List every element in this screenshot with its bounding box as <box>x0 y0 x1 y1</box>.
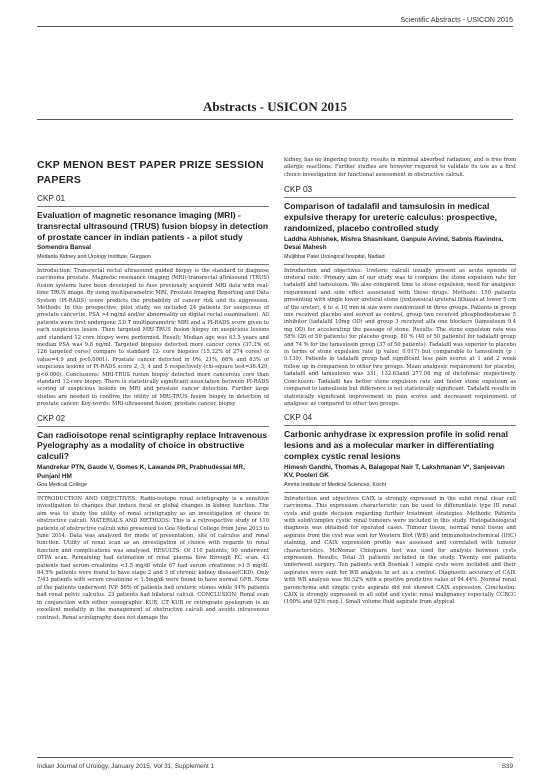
divider <box>284 197 516 198</box>
header-rule <box>37 26 513 27</box>
abstract-ckp01 <box>37 194 269 409</box>
abstract-body: Introduction and objectives: Ureteric calculi usually present as acute episode of ureteral colic. Primary aim of our study was to compare the stone expulsion rate for tadalafil and tamsulosin. We also compared time to stone expulsion, need for analgesic requirement and side effect associated with these drugs. Methods: 150 patients presenting with single lower ureteral stone (juxtavesical ureteral lithiasis at lower 5 cm of the ureter), 4 to ≤ 10 mm in size were randomized in three groups. Patients in group one received placebo and served as control, group two received phosphodiesterase 5 inhibitor (tadalafil 10mg OD) and group 3 received alfa one blockers (tamsulosin 0.4 mg OD) for accelerating the passage of stone. Results: The stone expulsion rate was 58% (26 of 50 patients) for placebo group, 80 % (40 of 50 patients) for tadalafil group and 74 % for the tamsulosin group (37 of 50 patients). Tadalafil was superior to placebo in terms of stone expulsion rate (p value: 0.017) but comparable to tamsulosin (p : 0.139). Patients in tadalafil group had significant less pain scores at 1 and 2 week follow up in comparison to other two groups. Mean analgesic requirement for placebo, tadalafil and tamsulosin was 331, 132.63and 277.08 mg of diclofenac respectively. Conclusion: Tadalafil has better stone expulsion rate and faster stone expulsion as compared to tamsulosin but difference is not statistically significant. Tadalafil results in statistically significant improvement in pain scores and decreased requirement of analgesic as compared to other two groups. <box>284 267 516 407</box>
footer-rule <box>37 757 513 758</box>
abstract-affiliation: Muljibhai Patel Urological hospital, Nadiad <box>284 253 385 260</box>
divider <box>37 426 269 427</box>
page-footer <box>37 763 513 770</box>
abstract-affiliation: Goa Medical College <box>37 482 88 488</box>
abstract-body: INTRODUCTION AND OBJECTIVES: Radio-isotope renal scintigraphy is a sensitive investigation to changes that induce focal or global changes in kidney function. The aim was to study the utility of renal scintigraphy as an investigation of choice in obstructive calculi. MATERIALS AND METHODS: This is a retrospective study of 110 patients of obstructive calculi who presented to Goa Medical College from June 2013 to June 2014. Data was analyzed for mode of presentation, site of calculus and renal function. Utility of renal scan as an investigation of choice with regards to renal function and complications was analysed. RESULTS: Of 110 patients, 90 underwent DTPA scan. Remaining had estimation of renal plasma flow through EC scan. 43 patients had serum creatinine <1.5 mg/dl while 67 had serum creatinine >1.5 mg/dl. 84.5% patients were found to have stage 2 and 3 of chronic kidney disease(CKD). Only 7/43 patients with serum creatinine < 1.5mg/dl were found to have normal GFR. None of the patients underwent IVP. 56% of patients had ureteric stones while 44% patients had renal pelvic calculus. 23 patients had bilateral calculi. CONCLUSION: Renal scan in conjunction with either sonographic KUB, CT KUB or retrograde pyelogram is an excellent modality in the management of obstructive calculi and avoids intravenous contrast. Renal scintigraphy does not damage the <box>37 496 269 621</box>
abstract-title: Carbonic anhydrase ix expression profile in solid renal lesions and as a molecular marker in differentiating complex cystic renal lesions <box>284 429 508 461</box>
continued-text: kidney, has no lingering toxicity, results in minimal absorbed radiation, and is free from allergic reactions. Further studies are however required to validate its use as a first choice investigation for functional assessment in obstructive calculi. <box>284 157 516 178</box>
abstract-authors: Mandrekar PTN, Gaude V, Gomes K, Lawande PR, Prabhudessai MR, Punjani HM <box>37 464 245 480</box>
abstract-authors: Somendra Bansal <box>37 244 91 252</box>
footer-journal: Indian Journal of Urology, January 2015, Vol 31; Supplement 1 <box>37 763 215 770</box>
divider <box>284 492 516 493</box>
abstract-code: CKP 04 <box>284 413 313 423</box>
abstract-title: Can radioisotope renal scintigraphy replace Intravenous Pyelography as a modality of choice in obstructive calculi? <box>37 429 268 462</box>
abstract-title: Evaluation of magnetic resonance imaging (MRI) - transrectal ultrasound (TRUS) fusion biopsy in detection of prostate cancer in indian patients - a pilot study <box>37 210 269 242</box>
divider <box>37 206 269 207</box>
abstract-affiliation: Amrita Institute of Medical Sciences, Kochi <box>284 481 386 488</box>
abstract-authors: Laddha Abhishek, Mishra Shashikant, Ganpule Arvind, Sabnis Ravindra, Desai Mahesh <box>284 235 504 252</box>
right-column <box>284 157 516 612</box>
abstract-ckp02 <box>37 414 269 622</box>
divider <box>284 264 516 265</box>
abstract-code: CKP 01 <box>37 194 66 203</box>
section-heading: CKP MENON BEST PAPER PRIZE SESSION PAPERS <box>37 159 264 186</box>
abstract-body: Introduction and objectives CAIX is strongly expressed in the solid renal clear cell carcinoma. This expression characteristic can be used to differentiate type III renal cysts and guide decision regarding further treatment strategies. Methods: Patients with solid/complex cystic renal tumours were included in this study. Histopathological diagnosis was obtained for operated cases. Tumour tissue, normal renal tissue and aspirate from the cyst was sent for Western Blot (WB) and Immunohistochemical (IHC) staining, and CAIX expression profile was assessed and correlated with tumour characteristics. McNemar Chisquare test was used for analysis between cysts expression. Results: Total 31 patients included in the study. Twenty one patients underwent surgery. Ten patients with Bosniak I simple cysts were included and their aspirates were sent for WB analysis to act as a control. Diagnostic accuracy of CAIX with WB analysis was 90.32% with a positive predictive value of 94.44%. Normal renal parenchyma and simple cysts aspirate did not showed CAIX expression. Conclusion: CAIX is strongly expressed in all solid and cystic renal malignancy especially CCRCC (100% and 92% resp.). Small volume fluid aspirate from atypical <box>284 495 516 606</box>
divider <box>37 264 269 265</box>
abstract-code: CKP 02 <box>37 413 66 423</box>
running-header: Scientific Abstracts - USICON 2015 <box>400 15 513 24</box>
title-rule <box>37 119 513 120</box>
abstract-body: Introduction: Transrectal rectal ultrasound guided biopsy is the standard to diagnose carcinoma prostate. Magnetic resonance imaging (MRI)-transrectal ultrasound (TRUS) fusion systems have been developed to fuse previously acquired MRI data with real-time TRUS image. By using multiparametric MRI, Prostate Imaging Reporting and Data System (PI-RADS) score predicts the probability of cancer risk and its aggression. Methods: In this prospective, pilot study, we included 24 patients for suspicious of prostate cancer(ie, PSA >4 ng/ml and/or abnormality on digital rectal examination). All patients were first undergone 3.0 T multiparametric MRI and a PI-RADS score given to each suspicious lesion. Then targeted MRI-TRUS fusion biopsy on suspicious lesions and standard 12 core biopsy were performed. Result: Median age was 63.5 years and median PSA was 9.8 ng/ml. Targeted biopsies detected more cancer cores (37.3% of 126 targeted cores) compare to standard 12- core biopsies (15.32% of 274 cores) (z value=4.9 and p<0.0001). Prostate cancer detected in 0%, 21%, 66% and 83% of suspicious lesions of PI-RADS score 2, 3, 4 and 5 respectively (chi-square test=36.429, p<0.000). Conclusions: MRI-TRUS fusion biopsy detected more cancerous core than standard 12-core biopsy. There is statistically significant association between PI-RADS scoring of suspicious lesions on MRI and prostate cancer detection. Further large studies are needed to confirm the utility of MRI-TRUS fusion biopsy in detection of prostate cancer. Key-words: MRI-ultrasound fusion, prostate cancer, biopsy <box>37 267 269 408</box>
divider <box>284 425 516 426</box>
abstract-affiliation: Medanta Kidney and Urology Institute, Gurgaon <box>37 253 151 260</box>
abstract-title: Comparison of tadalafil and tamsulosin in medical expulsive therapy for ureteric calculus: prospective, randomized, placebo controlled study <box>284 201 498 233</box>
abstract-authors: Himesh Gandhi, Thomas A, Balagopal Nair T, Lakshmanan V*, Sanjeevan KV, Pooleri GK <box>284 463 505 480</box>
abstract-code: CKP 03 <box>284 185 313 195</box>
abstract-ckp03 <box>284 185 516 408</box>
left-column <box>37 150 269 627</box>
divider <box>37 492 269 493</box>
abstract-ckp04 <box>284 413 516 606</box>
page-number: S39 <box>501 763 513 770</box>
journal-title: Abstracts - USICON 2015 <box>202 99 348 114</box>
